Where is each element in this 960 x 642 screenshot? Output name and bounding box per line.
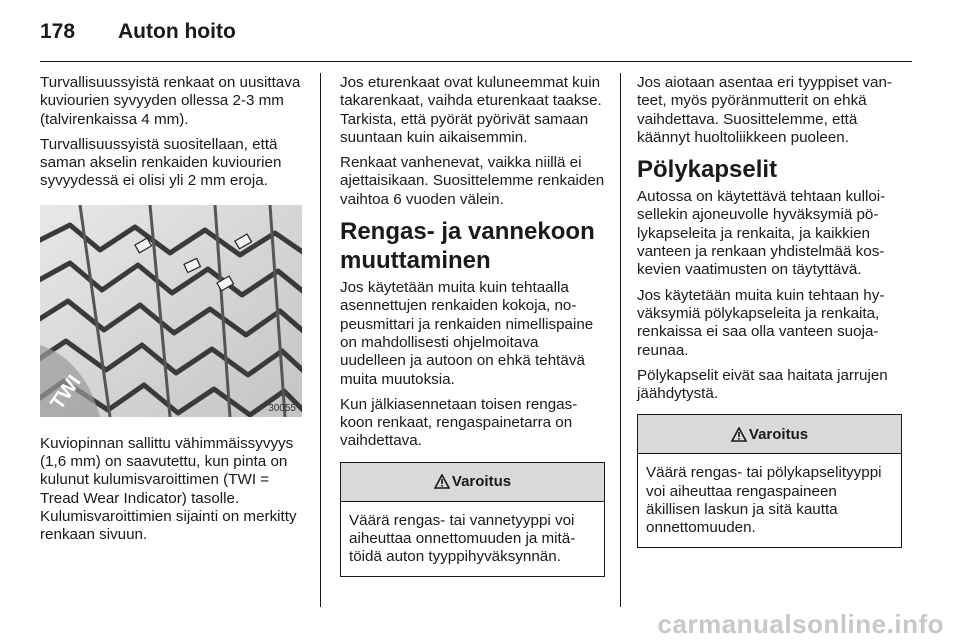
warning-header xyxy=(341,463,604,502)
column-3 xyxy=(637,74,902,548)
page-number: 178 xyxy=(40,20,76,43)
paragraph: Jos käytetään muita kuin tehtaalla asennettujen renkaiden kokoja, nopeusmittari ja renkaiden nimellispaine on mahdollisesti ohjelmoitava uudelleen ja autoon on ehkä tehtävä muita muutoksia. xyxy=(340,279,594,388)
warning-text: Väärä rengas- tai vannetyyppi voi aiheuttaa onnettomuuden ja mitätöidä auton tyyppihyväksynnän. xyxy=(349,511,576,566)
tire-tread-illustration xyxy=(40,205,302,417)
paragraph: Turvallisuussyistä renkaat on uusittava kuviourien syvyyden ollessa 2-3 mm (talvirenkaissa 4 mm). xyxy=(40,74,301,128)
warning-box xyxy=(637,414,902,547)
paragraph: Renkaat vanhenevat, vaikka niillä ei ajettaisikaan. Suosittelemme renkaiden vaihtoa 6 vuoden välein. xyxy=(340,154,605,208)
paragraph: Turvallisuussyistä suositellaan, että saman akselin renkaiden kuviourien syvyydessä ei olisi yli 2 mm eroja. xyxy=(40,135,282,190)
paragraph: Jos eturenkaat ovat kuluneemmat kuin takarenkaat, vaihda eturenkaat taakse. Tarkista, että pyörät pyörivät samaan suuntaan kuin aikaisemmin. xyxy=(340,74,602,146)
paragraph: Jos käytetään muita kuin tehtaan hyväksymiä pölykapseleita ja renkaita, renkaissa ei saa olla vanteen suojareunaa. xyxy=(637,286,885,359)
header-rule xyxy=(40,61,912,62)
warning-title: Varoitus xyxy=(451,473,512,491)
paragraph: Kuviopinnan sallittu vähimmäissyvyys (1,6 mm) on saavutettu, kun pinta on kulunut kulumisvaroittimen (TWI = Tread Wear Indicator) tasolle. Kulumisvaroittimien sijainti on merkitty renkaan sivuun. xyxy=(40,434,297,544)
page-header xyxy=(40,14,912,50)
warning-title: Varoitus xyxy=(748,425,809,443)
tire-tread-figure xyxy=(40,205,302,417)
column-1 xyxy=(40,74,305,552)
page-title: Auton hoito xyxy=(118,20,236,43)
warning-box xyxy=(340,462,605,577)
column-divider xyxy=(320,73,321,607)
column-divider xyxy=(620,73,621,607)
watermark: carmanualsonline.info xyxy=(657,609,944,639)
paragraph: Kun jälkiasennetaan toisen rengaskoon renkaat, rengaspainetarra on vaihdettava. xyxy=(340,395,578,450)
paragraph: Jos aiotaan asentaa eri tyyppiset vanteet, myös pyöränmutterit on ehkä vaihdettava. Suosittelemme, että käännyt huoltoliikkeen puoleen. xyxy=(637,74,892,146)
warning-text: Väärä rengas- tai pölykapselityyppi voi aiheuttaa rengaspaineen äkillisen laskun ja sitä kautta onnettomuuden. xyxy=(646,464,882,537)
warning-header xyxy=(638,415,901,454)
figure-code: 30055 xyxy=(268,402,296,414)
paragraph: Pölykapselit eivät saa haitata jarrujen jäähdytystä. xyxy=(637,366,888,403)
warning-triangle-icon xyxy=(731,427,747,442)
tire-marking: TWI xyxy=(46,371,86,414)
paragraph: Autossa on käytettävä tehtaan kulloisellekin ajoneuvolle hyväksymiä pölykapseleita ja renkaita, ja kaikkien vanteen ja renkaan yhdistelmää koskevien vaatimusten on täytyttävä. xyxy=(637,188,886,279)
section-heading: Rengas- ja vannekoon muuttaminen xyxy=(340,218,595,275)
section-heading: Pölykapselit xyxy=(637,156,778,184)
column-2 xyxy=(340,74,605,577)
warning-triangle-icon xyxy=(434,474,450,489)
